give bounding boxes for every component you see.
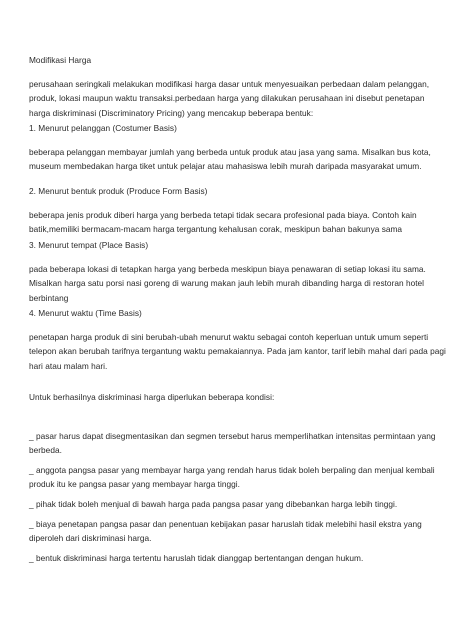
condition-item-3: _ pihak tidak boleh menjual di bawah harga pada pangsa pasar yang dibebankan harga lebih tinggi. <box>29 499 398 509</box>
conditions-intro: Untuk berhasilnya diskriminasi harga diperlukan beberapa kondisi: <box>29 392 275 402</box>
section-1-body: beberapa pelanggan membayar jumlah yang berbeda untuk produk atau jasa yang sama. Misalkan bus kota, museum membedakan harga tiket untuk pelajar atau mahasiswa lebih murah daripada masyarakat umum. <box>29 147 431 172</box>
section-4-heading: 4. Menurut waktu (Time Basis) <box>29 308 142 318</box>
section-2-body: beberapa jenis produk diberi harga yang berbeda tetapi tidak secara profesional pada biaya. Contoh kain batik,memiliki bermacam-macam harga tergantung kehalusan corak, meskipun bahan bakunya sama <box>29 210 417 235</box>
document-title: Modifikasi Harga <box>29 55 92 65</box>
condition-item-5: _ bentuk diskriminasi harga tertentu haruslah tidak dianggap bertentangan dengan hukum. <box>29 553 364 563</box>
section-2-heading: 2. Menurut bentuk produk (Produce Form Basis) <box>29 186 208 196</box>
section-4-body: penetapan harga produk di sini berubah-ubah menurut waktu sebagai contoh keperluan untuk umum seperti telepon akan berubah tarifnya tergantung waktu pemakaiannya. Pada jam kantor, tarif lebih mahal dari pada pagi hari atau malam hari. <box>29 332 446 371</box>
section-3-heading: 3. Menurut tempat (Place Basis) <box>29 240 149 250</box>
condition-item-1: _ pasar harus dapat disegmentasikan dan segmen tersebut harus memperlihatkan intensitas permintaan yang berbeda. <box>29 431 436 456</box>
condition-item-4: _ biaya penetapan pangsa pasar dan penentuan kebijakan pasar haruslah tidak melebihi hasil ekstra yang diperoleh dari diskriminasi harga. <box>29 519 422 544</box>
intro-paragraph: perusahaan seringkali melakukan modifikasi harga dasar untuk menyesuaikan perbedaan dalam pelanggan, produk, lokasi maupun waktu transaksi.perbedaan harga yang dilakukan perusahaan ini disebut penetapan harga diskriminasi (Discriminatory Pricing) yang mencakup beberapa bentuk: <box>29 79 430 118</box>
condition-item-2: _ anggota pangsa pasar yang membayar harga yang rendah harus tidak boleh berpaling dan menjual kembali produk itu ke pangsa pasar yang membayar harga tinggi. <box>29 465 435 490</box>
section-3-body: pada beberapa lokasi di tetapkan harga yang berbeda meskipun biaya penawaran di setiap lokasi itu sama. Misalkan harga satu porsi nasi goreng di warung makan jauh lebih murah dibanding harga di restoran hotel berbintang <box>29 264 426 303</box>
section-1-heading: 1. Menurut pelanggan (Costumer Basis) <box>29 123 177 133</box>
